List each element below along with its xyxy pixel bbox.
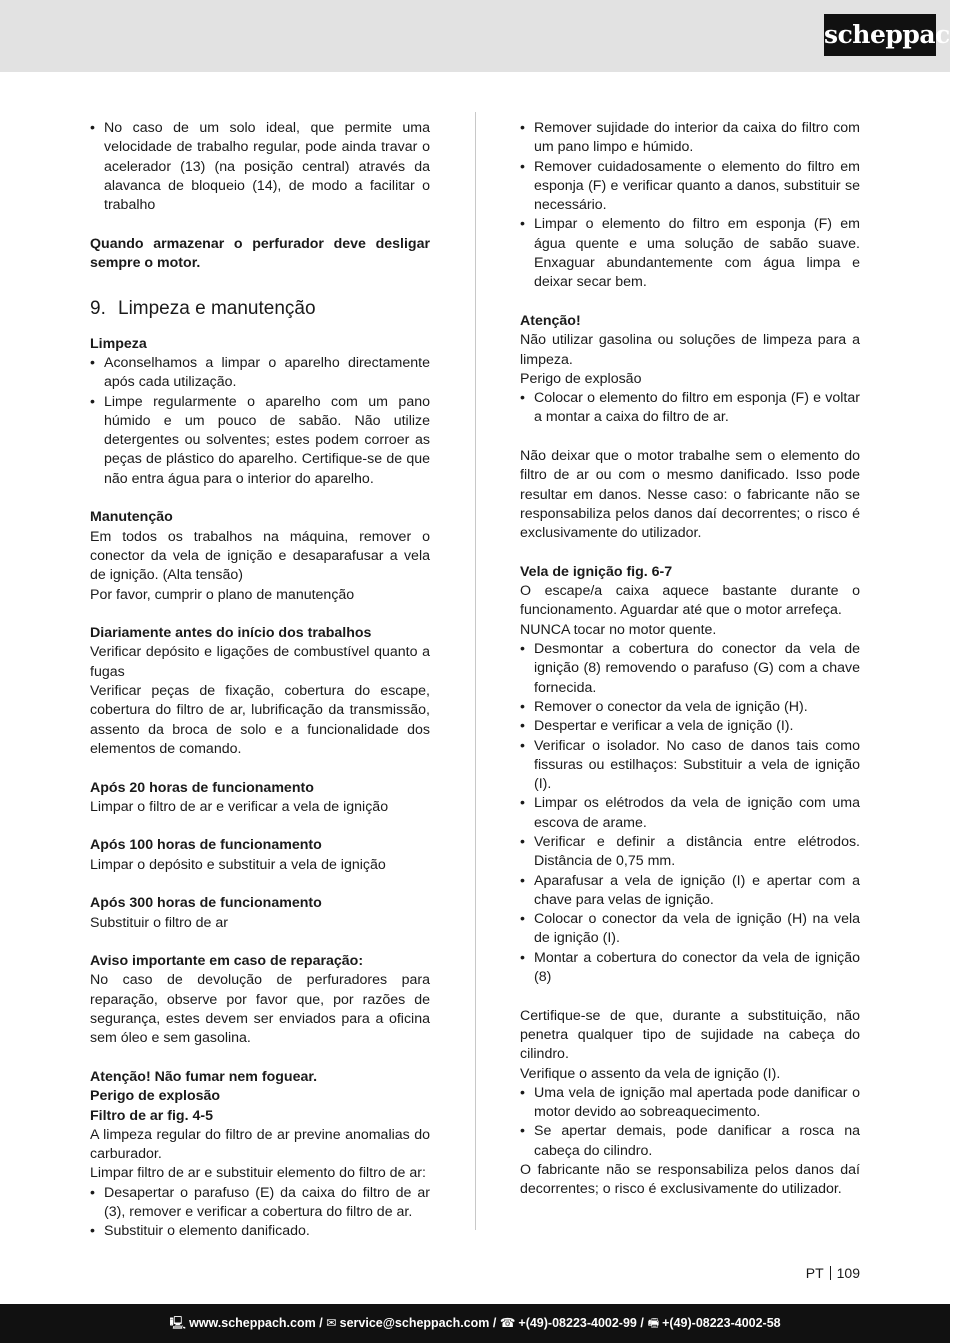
list-item: • Despertar e verificar a vela de ignição (I). <box>520 717 860 736</box>
repair-heading: Aviso importante em caso de reparação: <box>90 953 364 970</box>
section-title: Limpeza e manutenção <box>118 297 316 319</box>
email-icon: ✉ <box>326 1316 337 1330</box>
list-item: • Verificar e definir a distância entre elétrodos. Distância de 0,75 mm. <box>520 833 860 872</box>
left-column <box>90 119 430 1242</box>
intro-list <box>90 119 430 215</box>
page-number <box>806 1264 860 1282</box>
list-item: • Montar a cobertura do conector da vela de ignição (8) <box>520 949 860 988</box>
filter-list <box>90 1184 430 1242</box>
list-item: • Remover o conector da vela de ignição (H). <box>520 698 860 717</box>
cylinder-text-2: Verifique o assento da vela de ignição (I). <box>520 1065 781 1082</box>
manutencao-heading: Manutenção <box>90 509 173 526</box>
manutencao-text: Em todos os trabalhos na máquina, remover o conector da vela de ignição e desaparafusar a vela de ignição. (Alta tensão) <box>90 528 430 584</box>
liability-text: O fabricante não se responsabiliza pelos danos daí decorrentes; o risco é exclusivamente do utilizador. <box>520 1162 860 1198</box>
attention-text: Não utilizar gasolina ou soluções de limpeza para a limpeza. <box>520 332 860 368</box>
fax-icon: 🖷 <box>647 1316 660 1330</box>
cylinder-list <box>520 1084 860 1161</box>
daily-text-2: Verificar peças de fixação, cobertura do escape, cobertura do filtro de ar, lubrificação da transmissão, assento da broca de solo e a funcionalidade dos elementos de comando. <box>90 683 430 757</box>
list-item: • Remover cuidadosamente o elemento do filtro em esponja (F) e verificar quanto a danos, substituir se necessário. <box>520 158 860 216</box>
filter-heading: Filtro de ar fig. 4-5 <box>90 1107 213 1124</box>
page-language: PT <box>805 1265 824 1281</box>
list-item: • Remover sujidade do interior da caixa do filtro com um pano limpo e húmido. <box>520 119 860 158</box>
phone-icon: ☎ <box>499 1316 516 1330</box>
section-heading <box>90 297 430 321</box>
h100-text: Limpar o depósito e substituir a vela de ignição <box>90 856 386 873</box>
list-item: • Limpar os elétrodos da vela de ignição com uma escova de arame. <box>520 794 860 833</box>
list-item: • Aconselhamos a limpar o aparelho directamente após cada utilização. <box>90 354 430 393</box>
list-item: • Desmontar a cobertura do conector da vela de ignição (8) removendo o parafuso (G) com a chave fornecida. <box>520 640 860 698</box>
brand-logo: scheppach <box>824 14 936 56</box>
section-number: 9. <box>90 297 106 319</box>
daily-heading: Diariamente antes do início dos trabalhos <box>90 625 372 642</box>
cylinder-text-1: Certifique-se de que, durante a substituição, não penetra qualquer tipo de sujidade na cabeça do cilindro. <box>520 1007 860 1063</box>
attention-list <box>520 389 860 428</box>
spark-plug-list <box>520 640 860 987</box>
h300-text: Substituir o filtro de ar <box>90 914 228 931</box>
daily-text-1: Verificar depósito e ligações de combustível quanto a fugas <box>90 644 430 680</box>
list-item: • Desapertar o parafuso (E) da caixa do filtro de ar (3), remover e verificar a cobertura do filtro de ar. <box>90 1184 430 1223</box>
store-warning: Quando armazenar o perfurador deve desligar sempre o motor. <box>90 235 430 272</box>
footer-separator: / <box>636 1316 648 1330</box>
h300-heading: Após 300 horas de funcionamento <box>90 895 322 912</box>
list-item: • Colocar o conector da vela de ignição (H) na vela de ignição (I). <box>520 910 860 949</box>
spark-plug-heading: Vela de ignição fig. 6-7 <box>520 563 673 580</box>
footer-fax: +(49)-08223-4002-58 <box>662 1316 781 1330</box>
footer-bar <box>0 1304 950 1343</box>
filter-text-1: A limpeza regular do filtro de ar previne anomalias do carburador. <box>90 1126 430 1163</box>
computer-icon: 🖳 <box>169 1316 187 1330</box>
attention-heading: Atenção! <box>520 312 581 329</box>
explosion-warning: Perigo de explosão <box>90 1088 221 1105</box>
filter-list-continued <box>520 119 860 293</box>
header-bar <box>0 0 967 72</box>
list-item: • Uma vela de ignição mal apertada pode danificar o motor devido ao sobreaquecimento. <box>520 1084 860 1123</box>
manutencao-text-2: Por favor, cumprir o plano de manutenção <box>90 586 355 603</box>
h100-heading: Após 100 horas de funcionamento <box>90 837 322 854</box>
page-number-value: 109 <box>836 1265 860 1281</box>
page-number-separator <box>830 1266 831 1280</box>
list-item: • Limpe regularmente o aparelho com um pano húmido e um pouco de sabão. Não utilize detergentes ou solventes; estes podem corroer as peças de plástico do aparelho. Certifique-se de que não entra água para o interior do aparelho. <box>90 393 430 489</box>
footer-email[interactable]: service@scheppach.com <box>339 1316 490 1330</box>
list-item: • Substituir o elemento danificado. <box>90 1222 430 1241</box>
motor-warning-text: Não deixar que o motor trabalhe sem o elemento do filtro de ar ou com o mesmo danificado. Isso pode resultar em danos. Nesse caso: o fabricante não se responsabiliza pelos danos daí decorrentes; o risco é exclusivamente do utilizador. <box>520 448 860 542</box>
smoking-warning: Atenção! Não fumar nem foguear. <box>90 1068 318 1085</box>
list-item: • Aparafusar a vela de ignição (I) e apertar com a chave para velas de ignição. <box>520 872 860 911</box>
list-item: • No caso de um solo ideal, que permite uma velocidade de trabalho regular, pode ainda travar o acelerador (13) (na posição central) através da alavanca de bloqueio (14), de modo a facilitar o trabalho <box>90 119 430 215</box>
explosion-text: Perigo de explosão <box>520 370 642 387</box>
footer-separator: / <box>315 1316 327 1330</box>
list-item: • Se apertar demais, pode danificar a rosca na cabeça do cilindro. <box>520 1122 860 1161</box>
right-column <box>520 119 860 1200</box>
footer-phone: +(49)-08223-4002-99 <box>518 1316 637 1330</box>
footer-website[interactable]: www.scheppach.com <box>189 1316 316 1330</box>
limpeza-list <box>90 354 430 489</box>
h20-heading: Após 20 horas de funcionamento <box>90 779 314 796</box>
list-item: • Limpar o elemento do filtro em esponja (F) em água quente e uma solução de sabão suave. Enxaguar abundantemente com água limpa e deixar secar bem. <box>520 215 860 292</box>
repair-text: No caso de devolução de perfuradores para reparação, observe por favor que, por razões de segurança, estes devem ser enviados para a oficina sem óleo e sem gasolina. <box>90 972 430 1047</box>
footer-separator: / <box>489 1316 500 1330</box>
h20-text: Limpar o filtro de ar e verificar a vela de ignição <box>90 798 389 815</box>
filter-text-2: Limpar filtro de ar e substituir elemento do filtro de ar: <box>90 1165 426 1182</box>
spark-text-2: NUNCA tocar no motor quente. <box>520 621 717 638</box>
list-item: • Verificar o isolador. No caso de danos tais como fissuras ou estilhaços: Substituir a vela de ignição (I). <box>520 737 860 795</box>
limpeza-heading: Limpeza <box>90 335 147 352</box>
list-item: • Colocar o elemento do filtro em esponja (F) e voltar a montar a caixa do filtro de ar. <box>520 389 860 428</box>
column-divider <box>475 112 476 1230</box>
spark-text-1: O escape/a caixa aquece bastante durante o funcionamento. Aguardar até que o motor arrefeça. <box>520 583 860 619</box>
